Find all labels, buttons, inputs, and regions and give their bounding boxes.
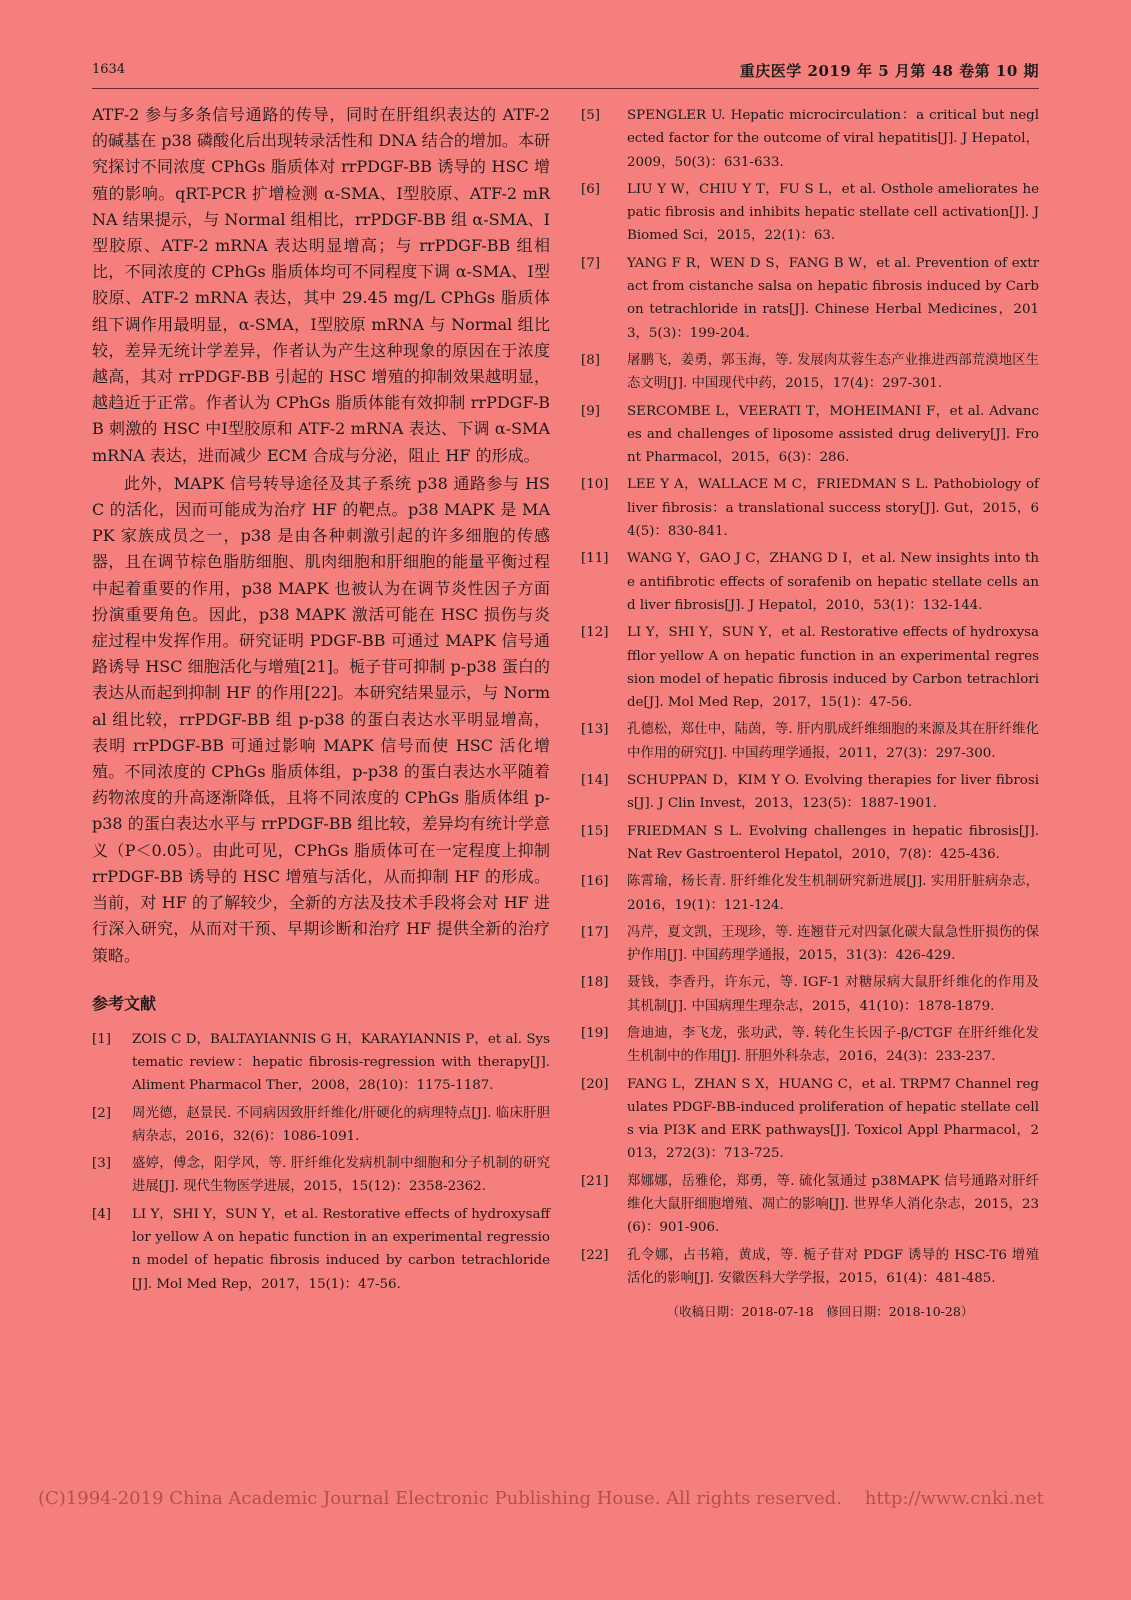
page-number: 1634: [92, 62, 126, 77]
reference-text: 孔德松，郑仕中，陆茵，等. 肝内肌成纤维细胞的来源及其在肝纤维化中作用的研究[J]. 中国药理学通报，2011，27(3)：297-300.: [627, 722, 1039, 761]
reference-item: [581, 473, 1039, 543]
reference-number: [9]: [581, 403, 600, 419]
reference-number: [3]: [92, 1156, 111, 1172]
reference-text: LIU Y W，CHIU Y T，FU S L，et al. Osthole ameliorates hepatic fibrosis and inhibits hepatic stellate cell activation[J]. J Biomed Sci，2015，22(1)：63.: [627, 181, 1039, 244]
reference-number: [6]: [581, 181, 600, 197]
reference-list-left: [92, 1028, 550, 1296]
reference-number: [17]: [581, 924, 609, 940]
reference-item: [581, 252, 1039, 345]
right-column: [581, 104, 1039, 1320]
reference-number: [15]: [581, 823, 609, 839]
reference-text: SERCOMBE L，VEERATI T，MOHEIMANI F，et al. Advances and challenges of liposome assisted drug delivery[J]. Front Pharmacol，2015，6(3)：286.: [627, 403, 1039, 466]
reference-item: [581, 1022, 1039, 1069]
left-column: [92, 102, 550, 1300]
reference-number: [20]: [581, 1076, 609, 1092]
reference-item: [581, 921, 1039, 968]
reference-list-right: [581, 104, 1039, 1290]
reference-item: [581, 178, 1039, 248]
reference-text: LI Y，SHI Y，SUN Y，et al. Restorative effects of hydroxysafflor yellow A on hepatic function in an experimental regression model of hepatic fibrosis induced by carbon tetrachloride[J]. Mol Med Rep，2017，15(1)：47-56.: [132, 1206, 550, 1292]
reference-text: SCHUPPAN D，KIM Y O. Evolving therapies for liver fibrosis[J]. J Clin Invest，2013，123(5)：1887-1901.: [627, 773, 1039, 812]
reference-item: [581, 1170, 1039, 1240]
reference-item: [581, 104, 1039, 174]
reference-text: FRIEDMAN S L. Evolving challenges in hepatic fibrosis[J]. Nat Rev Gastroenterol Hepatol，2010，7(8)：425-436.: [627, 823, 1039, 862]
reference-text: YANG F R，WEN D S，FANG B W，et al. Prevention of extract from cistanche salsa on hepatic fibrosis induced by Carbon tetrachloride in rats[J]. Chinese Herbal Medicines，2013，5(3)：199-204.: [627, 255, 1039, 341]
reference-text: 周光德，赵景民. 不同病因致肝纤维化/肝硬化的病理特点[J]. 临床肝胆病杂志，2016，32(6)：1086-1091.: [132, 1105, 550, 1144]
reference-number: [4]: [92, 1206, 111, 1222]
reference-text: 孔令娜，占书箱，黄成，等. 栀子苷对 PDGF 诱导的 HSC-T6 增殖活化的影响[J]. 安徽医科大学学报，2015，61(4)：481-485.: [627, 1247, 1039, 1286]
reference-text: 盛婷，傅念，阳学风，等. 肝纤维化发病机制中细胞和分子机制的研究进展[J]. 现代生物医学进展，2015，15(12)：2358-2362.: [132, 1156, 550, 1195]
reference-item: [581, 547, 1039, 617]
reference-text: 陈霄瑜，杨长青. 肝纤维化发生机制研究新进展[J]. 实用肝脏病杂志，2016，19(1)：121-124.: [627, 874, 1039, 913]
body-paragraph-2: 此外，MAPK 信号转导途径及其子系统 p38 通路参与 HSC 的活化，因而可能成为治疗 HF 的靶点。p38 MAPK 是 MAPK 家族成员之一，p38 是由各种刺激引起的许多细胞的传感器，且在调节棕色脂肪细胞、肌肉细胞和肝细胞的能量平衡过程中起着重要的作用，p38 MAPK 也被认为在调节炎性因子方面扮演重要角色。因此，p38 MAPK 激活可能在 HSC 损伤与炎症过程中发挥作用。研究证明 PDGF-BB 可通过 MAPK 信号通路诱导 HSC 细胞活化与增殖[21]。栀子苷可抑制 p-p38 蛋白的表达从而起到抑制 HF 的作用[22]。本研究结果显示，与 Normal 组比较，rrPDGF-BB 组 p-p38 的蛋白表达水平明显增高，表明 rrPDGF-BB 可通过影响 MAPK 信号而使 HSC 活化增殖。不同浓度的 CPhGs 脂质体组，p-p38 的蛋白表达水平随着药物浓度的升高逐渐降低，且将不同浓度的 CPhGs 脂质体组 p-p38 的蛋白表达水平与 rrPDGF-BB 组比较，差异均有统计学意义（P＜0.05）。由此可见，CPhGs 脂质体可在一定程度上抑制 rrPDGF-BB 诱导的 HSC 增殖与活化，从而抑制 HF 的形成。当前，对 HF 的了解较少，全新的方法及技术手段将会对 HF 进行深入研究，从而对干预、早期诊断和治疗 HF 提供全新的治疗策略。: [92, 473, 550, 965]
reference-item: [581, 820, 1039, 867]
reference-item: [92, 1152, 550, 1199]
reference-number: [2]: [92, 1105, 111, 1121]
reference-text: 屠鹏飞，姜勇，郭玉海，等. 发展肉苁蓉生态产业推进西部荒漠地区生态文明[J]. 中国现代中药，2015，17(4)：297-301.: [627, 352, 1039, 392]
reference-text: SPENGLER U. Hepatic microcirculation：a critical but neglected factor for the outcome of viral hepatitis[J]. J Hepatol，2009，50(3)：631-633.: [627, 108, 1039, 170]
reference-item: [92, 1028, 550, 1098]
references-heading: 参考文献: [92, 993, 157, 1013]
header-rule: [92, 88, 1039, 89]
reference-text: LI Y，SHI Y，SUN Y，et al. Restorative effects of hydroxysafflor yellow A on hepatic function in an experimental regression model of hepatic fibrosis induced by Carbon tetrachloride[J]. Mol Med Rep，2017，15(1)：47-56.: [627, 625, 1039, 711]
reference-number: [22]: [581, 1247, 609, 1263]
reference-number: [13]: [581, 722, 609, 738]
reference-text: 郑娜娜，岳雅伦，郑勇，等. 硫化氢通过 p38MAPK 信号通路对肝纤维化大鼠肝细胞增殖、凋亡的影响[J]. 世界华人消化杂志，2015，23(6)：901-906.: [627, 1173, 1039, 1236]
page-header: [92, 62, 1039, 88]
reference-item: [581, 870, 1039, 917]
reference-item: [581, 718, 1039, 765]
reference-number: [11]: [581, 551, 609, 567]
reference-item: [581, 1073, 1039, 1166]
body-paragraph-1: ATF-2 参与多条信号通路的传导，同时在肝组织表达的 ATF-2 的碱基在 p38 磷酸化后出现转录活性和 DNA 结合的增加。本研究探讨不同浓度 CPhGs 脂质体对 rrPDGF-BB 诱导的 HSC 增殖的影响。qRT-PCR 扩增检测 α-SMA、Ⅰ型胶原、ATF-2 mRNA 结果提示，与 Normal 组相比，rrPDGF-BB 组 α-SMA、Ⅰ型胶原、ATF-2 mRNA 表达明显增高；与 rrPDGF-BB 组相比，不同浓度的 CPhGs 脂质体均可不同程度下调 α-SMA、Ⅰ型胶原、ATF-2 mRNA 表达，其中 29.45 mg/L CPhGs 脂质体组下调作用最明显，α-SMA，Ⅰ型胶原 mRNA 与 Normal 组比较，差异无统计学差异，作者认为产生这种现象的原因在于浓度越高，其对 rrPDGF-BB 引起的 HSC 增殖的抑制效果越明显，越趋近于正常。作者认为 CPhGs 脂质体能有效抑制 rrPDGF-BB 刺激的 HSC 中Ⅰ型胶原和 ATF-2 mRNA 表达、下调 α-SMA mRNA 表达，进而减少 ECM 合成与分泌，阻止 HF 的形成。: [92, 105, 550, 465]
reference-number: [16]: [581, 874, 609, 890]
reference-text: FANG L，ZHAN S X，HUANG C，et al. TRPM7 Channel regulates PDGF-BB-induced proliferation of hepatic stellate cells via PI3K and ERK pathways[J]. Toxicol Appl Pharmacol，2013，272(3)：713-725.: [627, 1076, 1039, 1162]
received-revised-dates: （收稿日期：2018-07-18 修回日期：2018-10-28）: [666, 1304, 974, 1320]
reference-item: [581, 400, 1039, 470]
reference-text: LEE Y A，WALLACE M C，FRIEDMAN S L. Pathobiology of liver fibrosis：a translational success story[J]. Gut，2015，64(5)：830-841.: [627, 477, 1039, 540]
reference-number: [5]: [581, 108, 600, 123]
journal-title: 重庆医学 2019 年 5 月第 48 卷第 10 期: [739, 62, 1039, 80]
reference-item: [581, 621, 1039, 714]
reference-number: [21]: [581, 1173, 609, 1189]
reference-text: 詹迪迪，李飞龙，张功武，等. 转化生长因子-β/CTGF 在肝纤维化发生机制中的作用[J]. 肝胆外科杂志，2016，24(3)：233-237.: [627, 1025, 1039, 1065]
reference-text: 冯芹，夏文凯，王现珍，等. 连翘苷元对四氯化碳大鼠急性肝损伤的保护作用[J]. 中国药理学通报，2015，31(3)：426-429.: [627, 924, 1039, 964]
reference-number: [12]: [581, 625, 609, 641]
reference-number: [8]: [581, 352, 600, 368]
reference-number: [7]: [581, 255, 600, 271]
copyright-footer: (C)1994-2019 China Academic Journal Electronic Publishing House. All rights reserved. http://www.cnki.net: [38, 1488, 1044, 1509]
reference-item: [581, 349, 1039, 396]
reference-number: [1]: [92, 1031, 111, 1047]
reference-number: [18]: [581, 975, 609, 991]
reference-number: [14]: [581, 773, 609, 789]
reference-item: [581, 1244, 1039, 1291]
reference-number: [19]: [581, 1025, 609, 1041]
reference-item: [92, 1203, 550, 1296]
reference-text: ZOIS C D，BALTAYIANNIS G H，KARAYIANNIS P，et al. Systematic review：hepatic fibrosis-regression with therapy[J]. Aliment Pharmacol Ther，2008，28(10)：1175-1187.: [132, 1031, 550, 1094]
reference-item: [92, 1102, 550, 1149]
reference-item: [581, 769, 1039, 816]
reference-text: 聂钱，李香丹，许东元，等. IGF-1 对糖尿病大鼠肝纤维化的作用及其机制[J]. 中国病理生理杂志，2015，41(10)：1878-1879.: [627, 975, 1039, 1014]
reference-text: WANG Y，GAO J C，ZHANG D I，et al. New insights into the antifibrotic effects of sorafenib on hepatic stellate cells and liver fibrosis[J]. J Hepatol，2010，53(1)：132-144.: [627, 551, 1039, 613]
reference-number: [10]: [581, 477, 609, 493]
reference-item: [581, 971, 1039, 1018]
